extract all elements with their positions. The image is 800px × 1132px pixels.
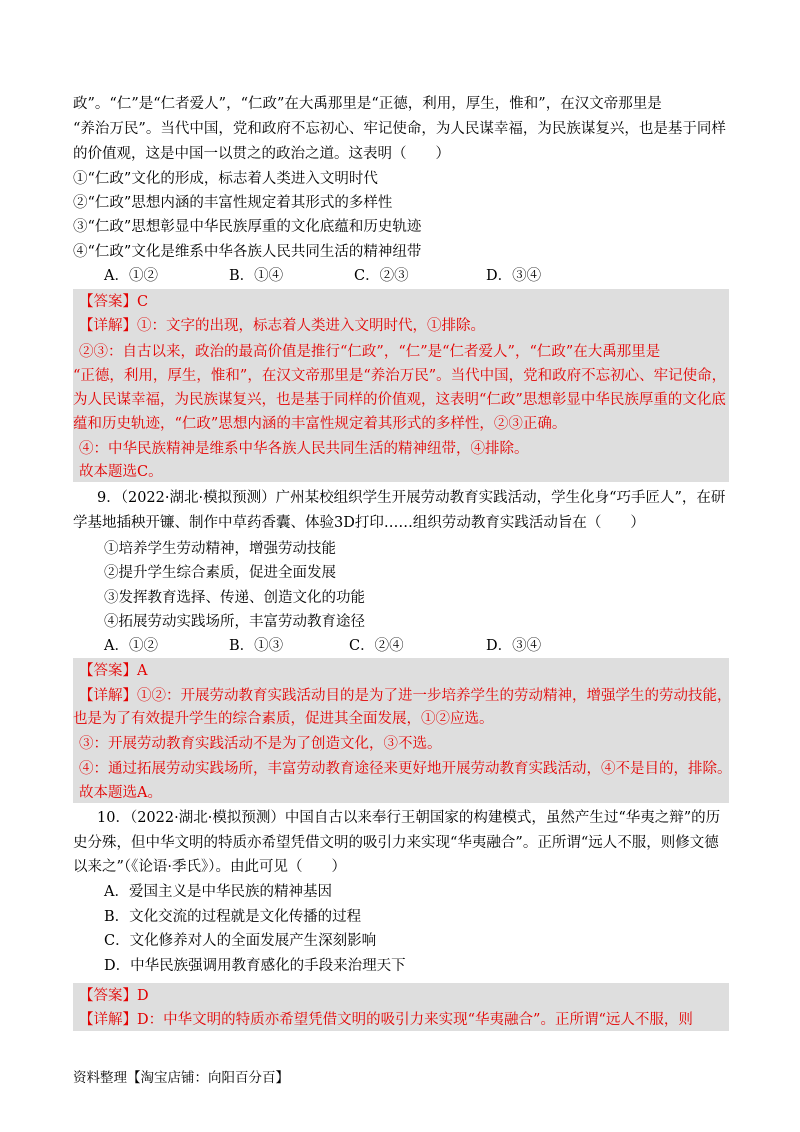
q9-item: ③发挥教育选择、传递、创造文化的功能 [104, 590, 365, 606]
q9-answer: 【答案】A [79, 663, 148, 679]
q10-stem-line: 以来之”（《论语·季氏》）。由此可见（ ） [73, 859, 347, 875]
q8-stem-line: 政”。“仁”是“仁者爱人”，“仁政”在大禹那里是“正德，利用，厚生，惟和”，在汉文帝那里是 [73, 96, 662, 112]
q8-detail-line: “正德，利用，厚生，惟和”，在汉文帝那里是“养治万民”。当代中国，党和政府不忘初心、牢记使命， [73, 368, 727, 384]
q9-detail-line: ④：通过拓展劳动实践场所，丰富劳动教育途径来更好地开展劳动教育实践活动，④不是目的，排除。 [79, 761, 732, 777]
q10-option-d: D．中华民族强调用教育感化的手段来治理天下 [104, 958, 406, 974]
option-d: D．③④ [486, 268, 542, 284]
q10-option-c: C．文化修养对人的全面发展产生深刻影响 [104, 933, 377, 949]
q8-detail-line: 故本题选C。 [79, 464, 163, 480]
q8-options [104, 264, 764, 288]
page-footer: 资料整理【淘宝店铺：向阳百分百】 [73, 1070, 289, 1086]
q9-detail-line: 【详解】①②：开展劳动教育实践活动目的是为了进一步培养学生的劳动精神，增强学生的劳动技能， [79, 688, 732, 704]
q10-answer: 【答案】D [79, 988, 149, 1004]
q8-item: ③“仁政”思想彰显中华民族厚重的文化底蕴和历史轨迹 [73, 219, 422, 235]
option-b: B．①③ [229, 638, 284, 654]
q10-detail-line: 【详解】D：中华文明的特质亦希望凭借文明的吸引力来实现“华夷融合”。正所谓“远人不服，则 [79, 1012, 693, 1028]
q8-answer: 【答案】C [79, 294, 149, 310]
q10-option-a: A．爱国主义是中华民族的精神基因 [104, 884, 332, 900]
option-a: A．①② [104, 268, 158, 284]
q9-stem-line: 学基地插秧开镰、制作中草药香囊、体验3D打印……组织劳动教育实践活动旨在（ ） [73, 515, 645, 531]
q9-detail-line: 故本题选A。 [79, 785, 162, 801]
q8-detail-line: 为人民谋幸福，为民族谋复兴，也是基于同样的价值观，这表明“仁政”思想彰显中华民族厚重的文化底 [73, 392, 726, 408]
option-b: B．①④ [229, 268, 284, 284]
q9-detail-line: 也是为了有效提升学生的综合素质，促进其全面发展，①②应选。 [73, 711, 494, 727]
option-a: A．①② [104, 638, 158, 654]
option-c: C．②④ [349, 638, 404, 654]
q10-stem-line: 10．（2022·湖北·模拟预测）中国自古以来奉行王朝国家的构建模式，虽然产生过“华夷之辩”的历 [97, 810, 721, 826]
q10-option-b: B．文化交流的过程就是文化传播的过程 [104, 909, 362, 925]
q9-item: ②提升学生综合素质，促进全面发展 [104, 565, 336, 581]
q8-item: ④“仁政”文化是维系中华各族人民共同生活的精神纽带 [73, 244, 422, 260]
q8-stem-line: “养治万民”。当代中国，党和政府不忘初心、牢记使命，为人民谋幸福，为民族谋复兴，也是基于同样 [73, 121, 726, 137]
q8-detail-line: 蕴和历史轨迹，“仁政”思想内涵的丰富性规定着其形式的多样性，②③正确。 [73, 416, 567, 432]
option-c: C．②③ [354, 268, 409, 284]
q8-detail-line: ④：中华民族精神是维系中华各族人民共同生活的精神纽带，④排除。 [79, 441, 529, 457]
q8-detail-line: 【详解】①：文字的出现，标志着人类进入文明时代，①排除。 [79, 318, 485, 334]
q10-stem-line: 史分殊，但中华文明的特质亦希望凭借文明的吸引力来实现“华夷融合”。正所谓“远人不服，则修文德 [73, 835, 719, 851]
q9-item: ①培养学生劳动精神，增强劳动技能 [104, 541, 336, 557]
q9-stem-line: 9．（2022·湖北·模拟预测）广州某校组织学生开展劳动教育实践活动，学生化身“巧手匠人”，在研 [97, 490, 726, 506]
q9-item: ④拓展劳动实践场所，丰富劳动教育途径 [104, 614, 365, 630]
q8-detail-line: ②③：自古以来，政治的最高价值是推行“仁政”，“仁”是“仁者爱人”，“仁政”在大禹那里是 [79, 344, 661, 360]
q9-options [104, 634, 764, 658]
option-d: D．③④ [486, 638, 542, 654]
q9-detail-line: ③：开展劳动教育实践活动不是为了创造文化，③不选。 [79, 736, 442, 752]
q8-item: ①“仁政”文化的形成，标志着人类进入文明时代 [73, 171, 378, 187]
q8-item: ②“仁政”思想内涵的丰富性规定着其形式的多样性 [73, 195, 393, 211]
q8-stem-line: 的价值观，这是中国一以贯之的政治之道。这表明（ ） [73, 146, 450, 162]
